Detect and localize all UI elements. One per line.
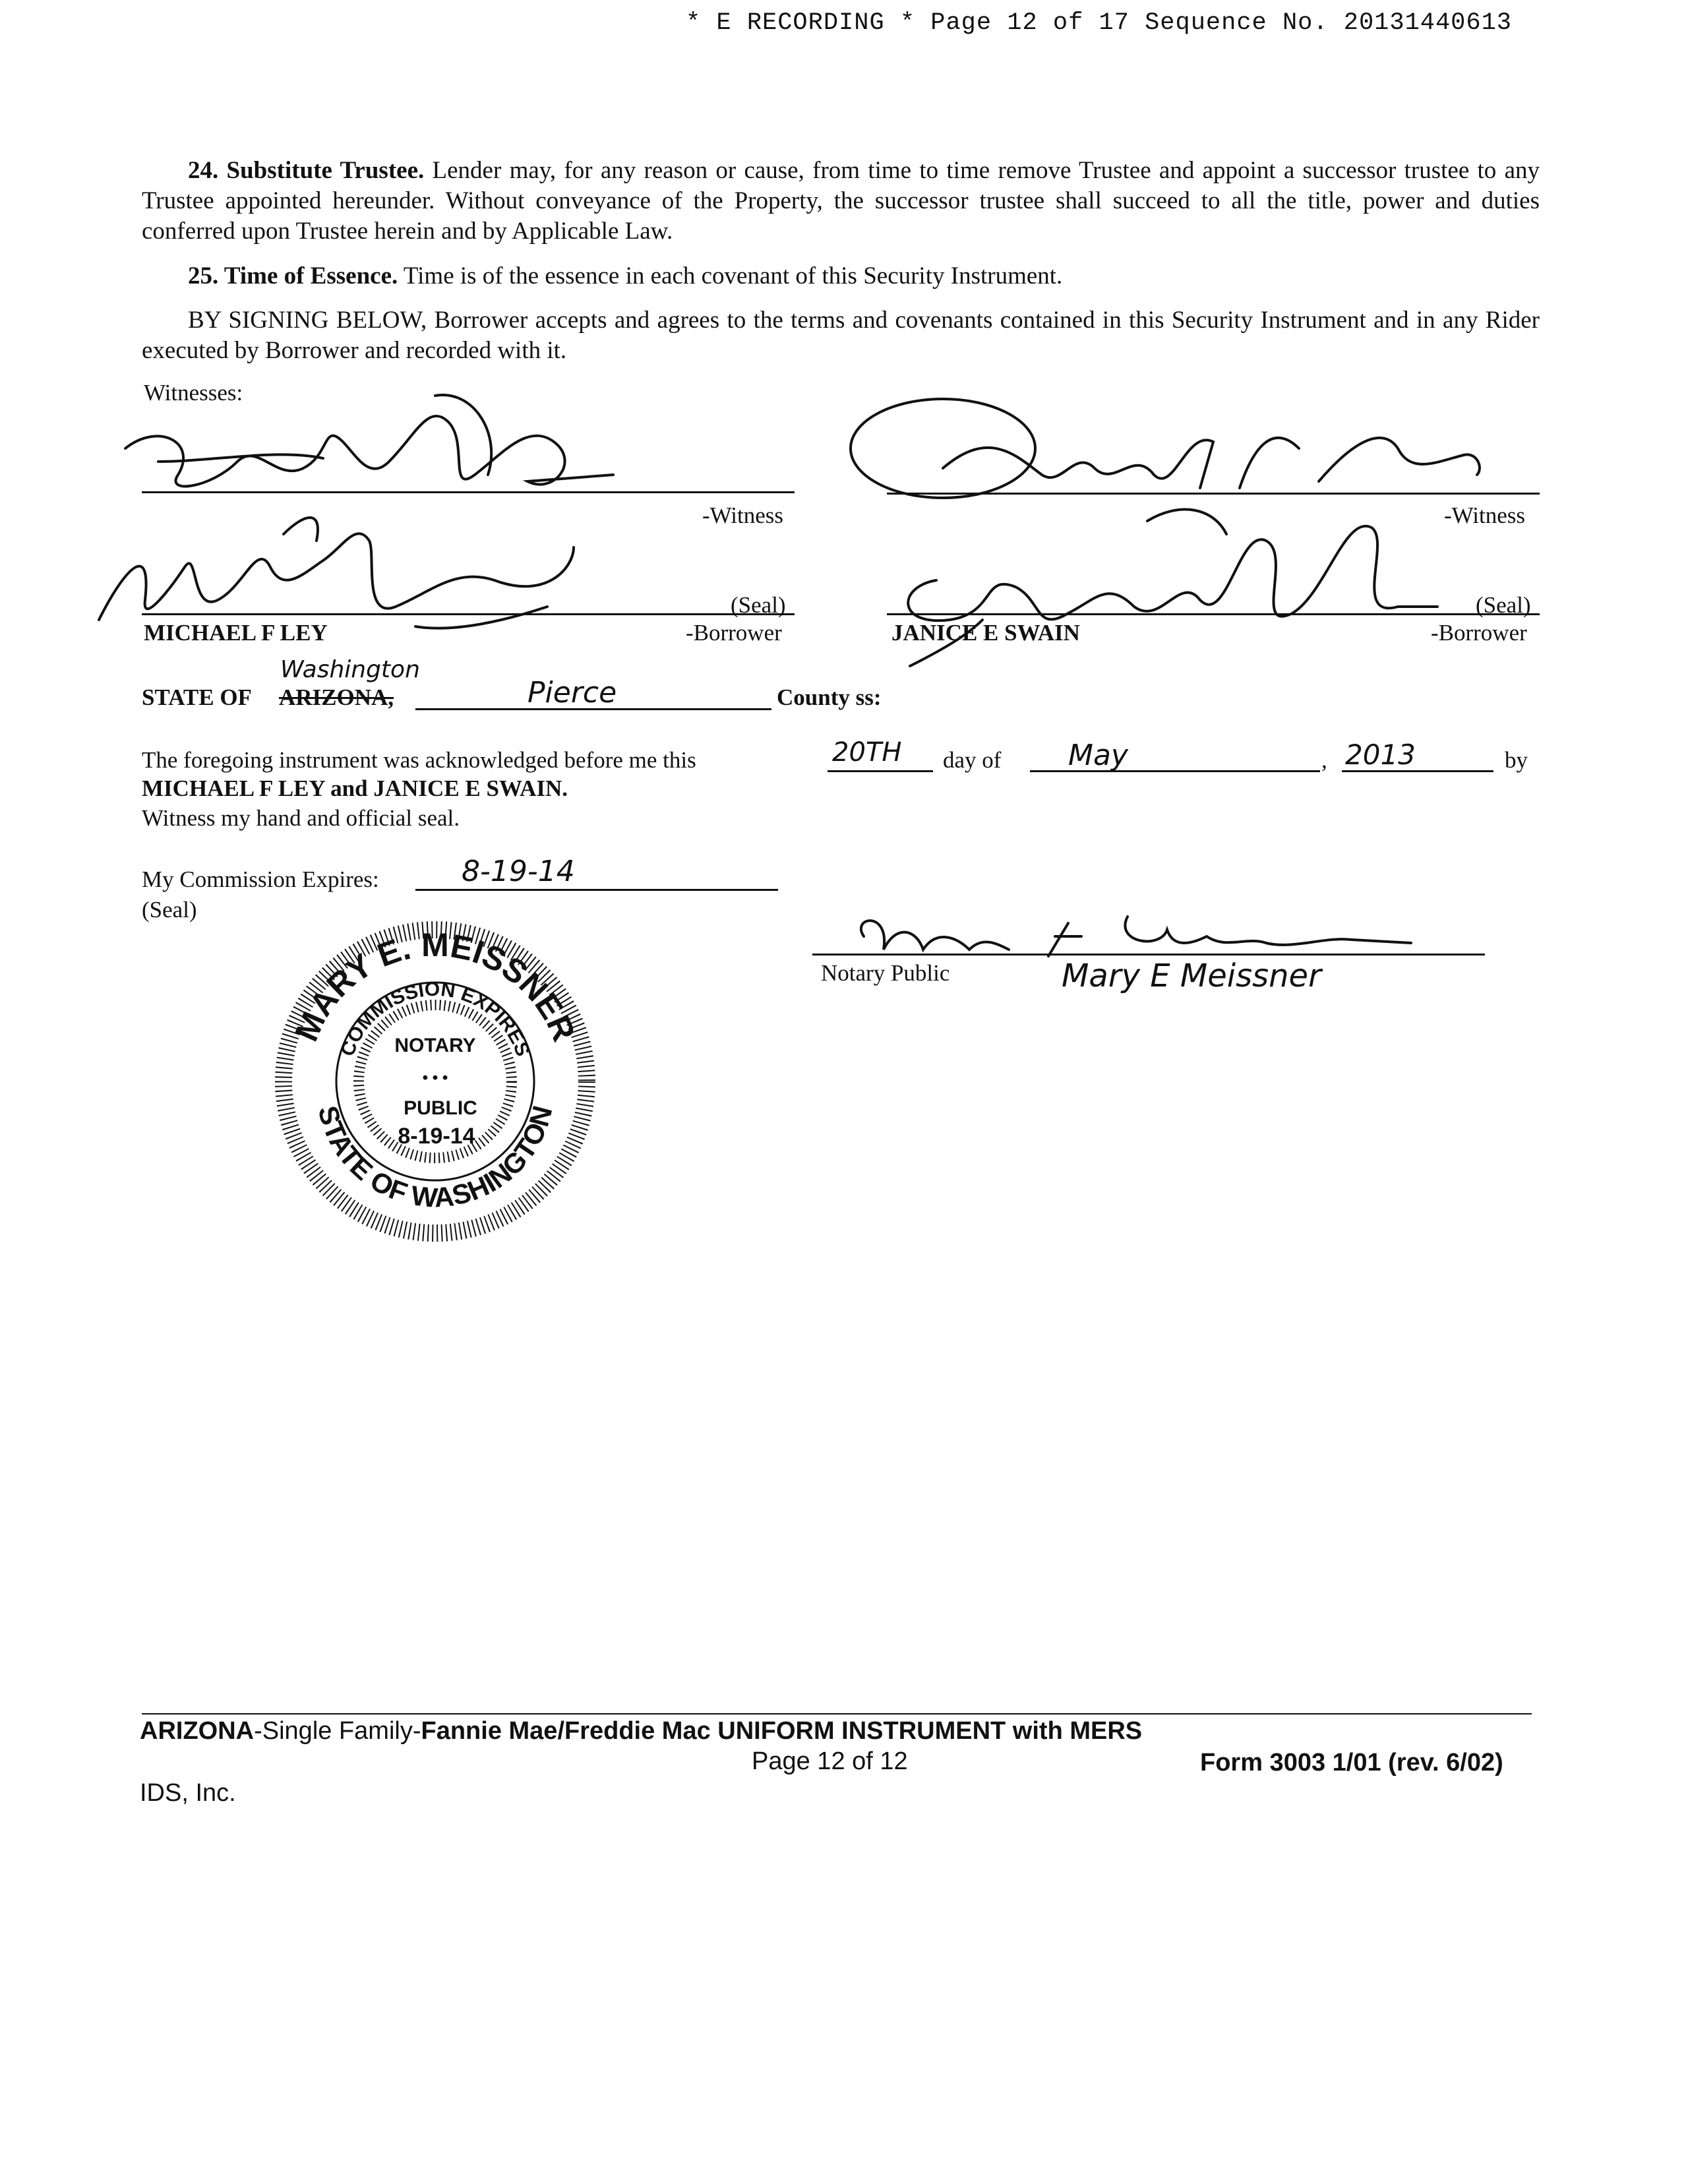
witness-2-signature xyxy=(844,389,1490,508)
witness-2-line xyxy=(887,493,1540,495)
section-25-text: Time is of the essence in each covenant of this Security Instrument. xyxy=(398,262,1063,289)
section-24 xyxy=(142,156,1540,247)
borrower-1-seal: (Seal) xyxy=(731,592,786,618)
section-24-text: Lender may, for any reason or cause, from time to time remove Trustee and appoint a successor trustee to any Trustee appointed hereunder. Without conveyance of the Property, the successor trustee shall succeed to all the title, power and duties conferred upon Trustee herein and by Applicable Law. xyxy=(142,157,1540,245)
ack-comma: , xyxy=(1321,747,1327,773)
footer-form-title: Fannie Mae/Freddie Mac UNIFORM INSTRUMENT with MERS xyxy=(421,1717,1143,1745)
state-handwritten: Washington xyxy=(280,656,420,683)
county-label: County ss: xyxy=(777,684,882,710)
witness-1-line xyxy=(142,491,795,493)
footer-company: IDS, Inc. xyxy=(140,1779,236,1807)
borrower-1-line xyxy=(142,613,795,615)
borrower-2-signature xyxy=(870,501,1464,673)
borrower-2-seal: (Seal) xyxy=(1476,592,1531,618)
section-25 xyxy=(142,261,1540,291)
stamp-date: 8-19-14 xyxy=(398,1124,475,1149)
ack-day: 20TH xyxy=(832,737,902,768)
ack-text-start: The foregoing instrument was acknowledged before me this xyxy=(142,747,696,773)
recording-header: * E RECORDING * Page 12 of 17 Sequence No. 20131440613 xyxy=(686,9,1512,37)
stamp-state: STATE OF WASHINGTON xyxy=(312,1102,558,1213)
witnesses-label: Witnesses: xyxy=(144,380,243,406)
stamp-notary: NOTARY xyxy=(394,1035,476,1056)
witness-1-signature xyxy=(106,382,620,514)
borrower-2-name: JANICE E SWAIN xyxy=(891,620,1080,646)
ack-year: 2013 xyxy=(1345,739,1416,771)
signing-statement: BY SIGNING BELOW, Borrower accepts and agrees to the terms and covenants contained in this Security Instrument and in any Rider executed by Borrower and recorded with it. xyxy=(142,307,1540,364)
stamp-public: PUBLIC xyxy=(404,1097,477,1119)
footer-mid: -Single Family- xyxy=(254,1717,421,1745)
footer-form-number: Form 3003 1/01 (rev. 6/02) xyxy=(1200,1749,1503,1776)
borrower-1-name: MICHAEL F LEY xyxy=(144,620,328,646)
borrower-2-line xyxy=(887,613,1540,615)
footer-rule xyxy=(142,1713,1532,1714)
ack-names: MICHAEL F LEY and JANICE E SWAIN. xyxy=(142,775,568,801)
section-25-heading: 25. Time of Essence. xyxy=(188,262,398,289)
witness-1-label: -Witness xyxy=(702,502,784,528)
notary-label: Notary Public xyxy=(821,960,950,986)
section-24-heading: 24. Substitute Trustee. xyxy=(188,157,425,184)
notary-printed-name: Mary E Meissner xyxy=(1062,957,1321,994)
stamp-dots: • • • xyxy=(422,1069,448,1087)
borrower-2-label: -Borrower xyxy=(1431,620,1527,646)
state-printed: ARIZONA, xyxy=(279,684,394,710)
ack-day-of: day of xyxy=(943,747,1002,773)
witness-2-signature-text xyxy=(1055,423,1061,424)
notary-stamp xyxy=(264,917,607,1246)
stamp-commission: COMMISSION EXPIRES xyxy=(336,978,534,1060)
commission-seal-label: (Seal) xyxy=(142,897,197,923)
footer-page: Page 12 of 12 xyxy=(752,1747,908,1775)
commission-label: My Commission Expires: xyxy=(142,866,379,892)
borrower-1-label: -Borrower xyxy=(686,620,782,646)
commission-line xyxy=(415,889,778,891)
commission-date: 8-19-14 xyxy=(462,855,575,888)
stamp-name: MARY E. MEISSNER xyxy=(287,926,583,1046)
footer-line-1 xyxy=(140,1717,1142,1745)
footer-state: ARIZONA xyxy=(140,1717,255,1745)
notary-line xyxy=(812,954,1485,956)
ack-day-line xyxy=(828,770,933,772)
witness-2-label: -Witness xyxy=(1444,502,1526,528)
ack-by: by xyxy=(1505,747,1528,773)
state-prefix: STATE OF xyxy=(142,684,252,710)
county-handwritten: Pierce xyxy=(528,676,617,710)
ack-month: May xyxy=(1068,739,1128,772)
ack-witness-line: Witness my hand and official seal. xyxy=(142,805,460,831)
